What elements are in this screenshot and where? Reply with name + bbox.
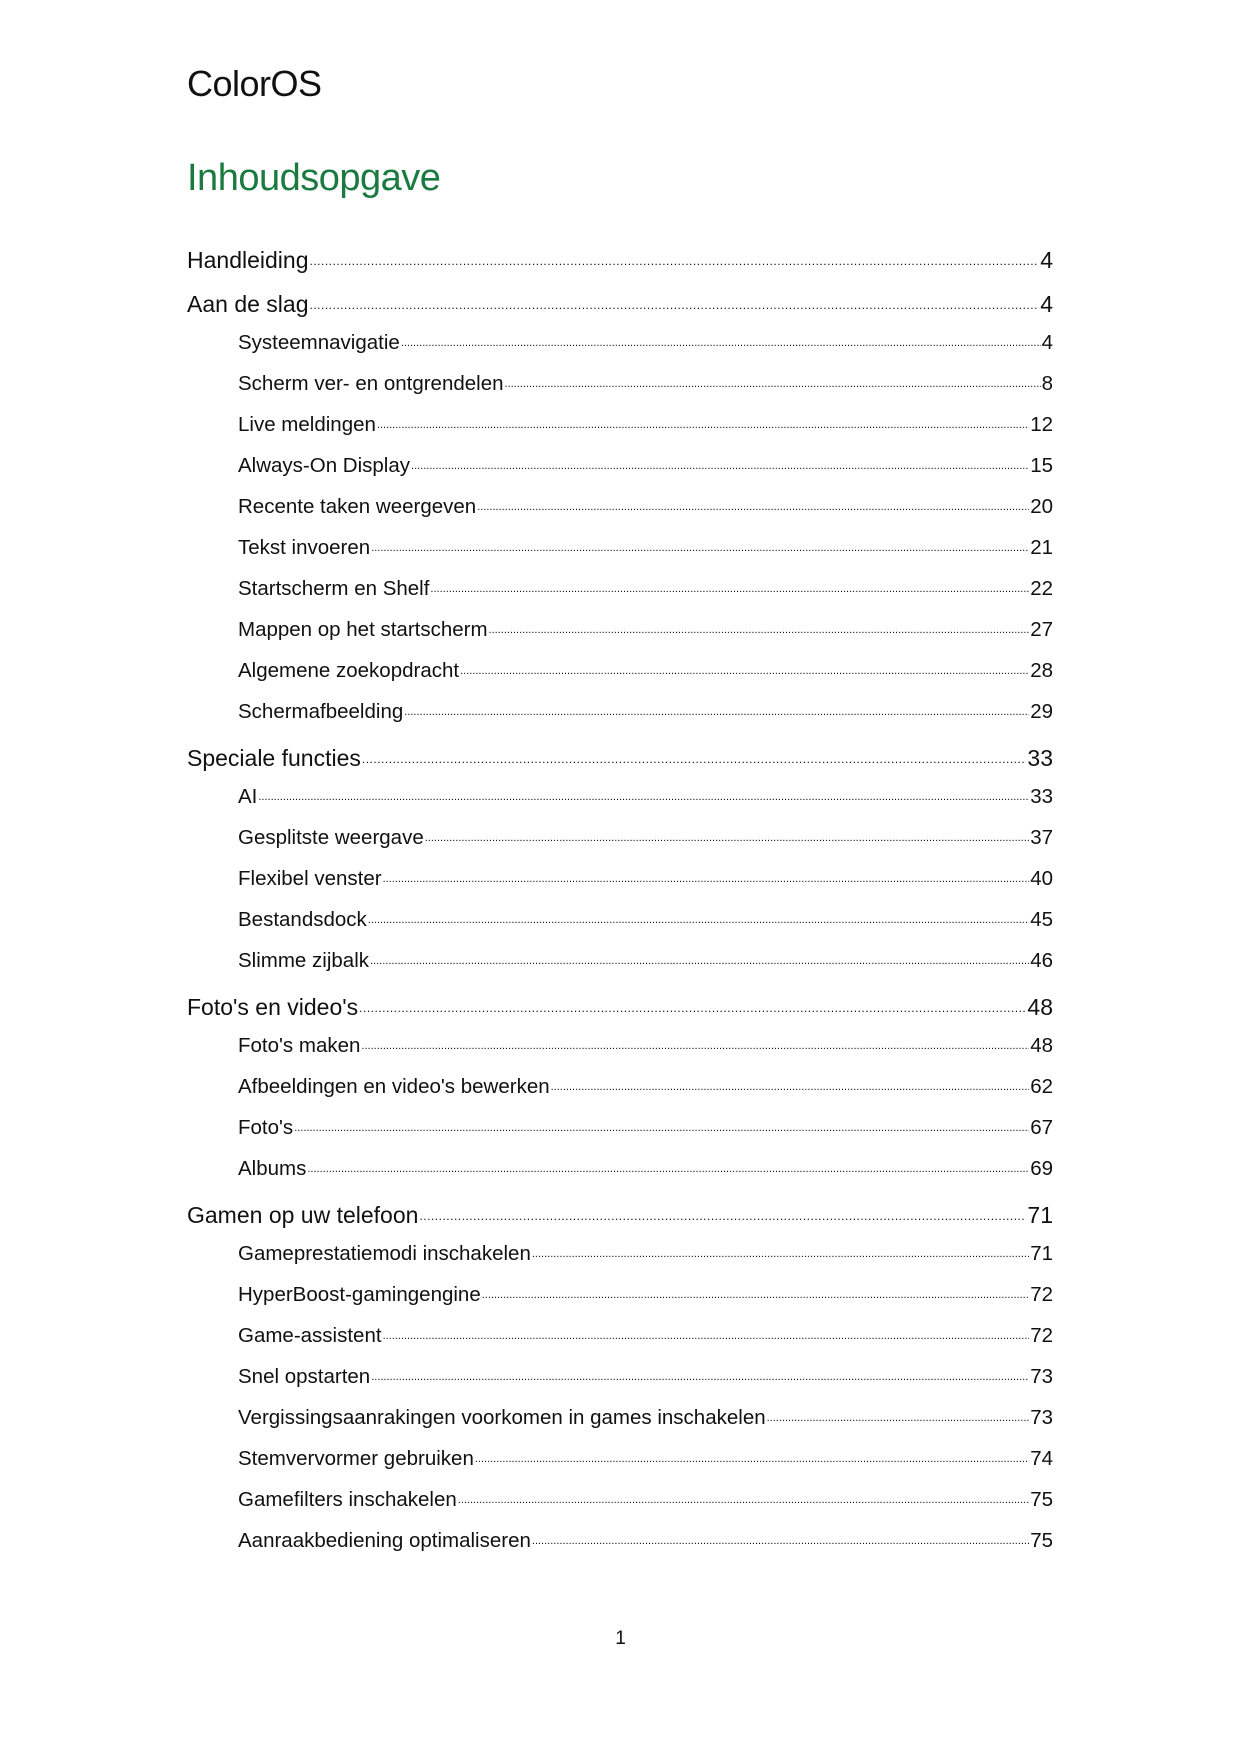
toc-entry-label: Live meldingen [238,413,376,436]
toc-entry-page-number: 37 [1030,826,1053,849]
toc-dot-leader [258,782,1029,806]
toc-entry-label: Bestandsdock [238,908,367,931]
toc-entry-label: Always-On Display [238,454,411,477]
toc-entry-page-number: 71 [1030,1242,1053,1265]
toc-entry-label: Systeemnavigatie [238,331,400,354]
toc-dot-leader [377,410,1029,434]
toc-entry-label: Aanraakbediening optimaliseren [238,1529,531,1552]
toc-entry-page-number: 28 [1030,659,1053,682]
toc-entry-label: Flexibel venster [238,867,382,890]
toc-entry-label: Schermafbeelding [238,700,404,723]
toc-dot-leader [307,1154,1029,1178]
toc-entry-page-number: 75 [1030,1488,1053,1511]
toc-entry-page-number: 75 [1030,1529,1053,1552]
toc-subsection-entry[interactable] [187,1242,1053,1283]
toc-entry-label: Game-assistent [238,1324,382,1347]
toc-subsection-entry[interactable] [187,659,1053,700]
toc-entry-page-number: 33 [1027,745,1053,771]
toc-entry-label: Speciale functies [187,745,361,771]
toc-entry-page-number: 72 [1030,1283,1053,1306]
toc-entry-label: Handleiding [187,247,309,273]
toc-subsection-entry[interactable] [187,1283,1053,1324]
toc-entry-label: Gamefilters inschakelen [238,1488,457,1511]
toc-entry-page-number: 27 [1030,618,1053,641]
toc-entry-page-number: 8 [1041,372,1053,395]
toc-subsection-entry[interactable] [187,1324,1053,1365]
toc-subsection-entry[interactable] [187,1157,1053,1198]
toc-subsection-entry[interactable] [187,618,1053,659]
toc-dot-leader [309,288,1039,315]
toc-section-entry[interactable] [187,1198,1053,1242]
toc-dot-leader [383,1321,1030,1345]
page-number: 1 [615,1628,626,1649]
toc-entry-label: Foto's en video's [187,994,359,1020]
toc-dot-leader [425,823,1029,847]
toc-entry-page-number: 46 [1030,949,1053,972]
toc-dot-leader [475,1444,1029,1468]
toc-entry-label: Tekst invoeren [238,536,371,559]
toc-entry-label: Foto's maken [238,1034,361,1057]
toc-subsection-entry[interactable] [187,1406,1053,1447]
toc-entry-label: Mappen op het startscherm [238,618,488,641]
toc-entry-page-number: 74 [1030,1447,1053,1470]
toc-entry-label: AI [238,785,258,808]
toc-subsection-entry[interactable] [187,700,1053,741]
toc-entry-page-number: 73 [1030,1406,1053,1429]
toc-dot-leader [383,864,1030,888]
toc-subsection-entry[interactable] [187,1075,1053,1116]
toc-entry-label: Slimme zijbalk [238,949,369,972]
toc-dot-leader [411,451,1029,475]
toc-entry-label: Albums [238,1157,307,1180]
toc-entry-page-number: 29 [1030,700,1053,723]
toc-dot-leader [371,1362,1029,1386]
toc-subsection-entry[interactable] [187,454,1053,495]
toc-entry-label: Stemvervormer gebruiken [238,1447,474,1470]
toc-dot-leader [482,1280,1029,1304]
toc-subsection-entry[interactable] [187,908,1053,949]
toc-entry-label: Afbeeldingen en video's bewerken [238,1075,550,1098]
toc-entry-label: Startscherm en Shelf [238,577,430,600]
toc-entry-page-number: 71 [1027,1202,1053,1228]
toc-entry-page-number: 12 [1030,413,1053,436]
toc-section-entry[interactable] [187,287,1053,331]
toc-entry-page-number: 69 [1030,1157,1053,1180]
toc-subsection-entry[interactable] [187,413,1053,454]
toc-entry-label: Aan de slag [187,291,309,317]
toc-dot-leader [532,1526,1029,1550]
toc-dot-leader [477,492,1029,516]
toc-entry-page-number: 72 [1030,1324,1053,1347]
toc-dot-leader [458,1485,1029,1509]
toc-dot-leader [362,742,1027,769]
toc-entry-page-number: 40 [1030,867,1053,890]
toc-dot-leader [532,1239,1029,1263]
toc-dot-leader [430,574,1029,598]
toc-entry-label: Foto's [238,1116,294,1139]
toc-entry-label: Gesplitste weergave [238,826,424,849]
toc-dot-leader [401,328,1041,352]
toc-subsection-entry[interactable] [187,826,1053,867]
toc-entry-page-number: 20 [1030,495,1053,518]
toc-subsection-entry[interactable] [187,1034,1053,1075]
toc-dot-leader [489,615,1030,639]
toc-entry-label: Gamen op uw telefoon [187,1202,419,1228]
toc-entry-label: Algemene zoekopdracht [238,659,460,682]
toc-subsection-entry[interactable] [187,331,1053,372]
toc-entry-label: Recente taken weergeven [238,495,477,518]
toc-entry-page-number: 4 [1041,331,1053,354]
toc-subsection-entry[interactable] [187,1488,1053,1529]
toc-dot-leader [460,656,1029,680]
toc-dot-leader [767,1403,1030,1427]
toc-entry-page-number: 21 [1030,536,1053,559]
toc-subsection-entry[interactable] [187,577,1053,618]
toc-subsection-entry[interactable] [187,1529,1053,1570]
toc-dot-leader [551,1072,1030,1096]
toc-subsection-entry[interactable] [187,372,1053,413]
toc-entry-page-number: 33 [1030,785,1053,808]
toc-section-entry[interactable] [187,243,1053,287]
toc-dot-leader [309,244,1039,271]
toc-entry-page-number: 48 [1027,994,1053,1020]
toc-subsection-entry[interactable] [187,1447,1053,1488]
toc-dot-leader [419,1199,1026,1226]
toc-dot-leader [505,369,1041,393]
page-title: Inhoudsopgave [187,157,441,199]
toc-subsection-entry[interactable] [187,1365,1053,1406]
toc-subsection-entry[interactable] [187,949,1053,990]
toc-entry-label: HyperBoost-gamingengine [238,1283,481,1306]
coloros-logo: ColorOS [187,63,322,104]
toc-dot-leader [368,905,1029,929]
toc-subsection-entry[interactable] [187,867,1053,908]
toc-section-entry[interactable] [187,741,1053,785]
toc-entry-page-number: 15 [1030,454,1053,477]
toc-subsection-entry[interactable] [187,1116,1053,1157]
toc-entry-page-number: 45 [1030,908,1053,931]
toc-entry-label: Scherm ver- en ontgrendelen [238,372,504,395]
toc-entry-page-number: 48 [1030,1034,1053,1057]
table-of-contents [187,243,1053,1570]
toc-subsection-entry[interactable] [187,536,1053,577]
toc-entry-label: Vergissingsaanrakingen voorkomen in games inschakelen [238,1406,766,1429]
toc-section-entry[interactable] [187,990,1053,1034]
toc-entry-page-number: 22 [1030,577,1053,600]
toc-subsection-entry[interactable] [187,785,1053,826]
toc-entry-page-number: 62 [1030,1075,1053,1098]
toc-entry-page-number: 67 [1030,1116,1053,1139]
toc-dot-leader [361,1031,1029,1055]
toc-entry-label: Snel opstarten [238,1365,371,1388]
toc-subsection-entry[interactable] [187,495,1053,536]
toc-entry-label: Gameprestatiemodi inschakelen [238,1242,531,1265]
toc-entry-page-number: 4 [1040,247,1053,273]
toc-dot-leader [370,946,1029,970]
toc-entry-page-number: 4 [1040,291,1053,317]
toc-dot-leader [371,533,1029,557]
toc-dot-leader [359,991,1026,1018]
toc-dot-leader [294,1113,1029,1137]
toc-entry-page-number: 73 [1030,1365,1053,1388]
toc-dot-leader [404,697,1029,721]
